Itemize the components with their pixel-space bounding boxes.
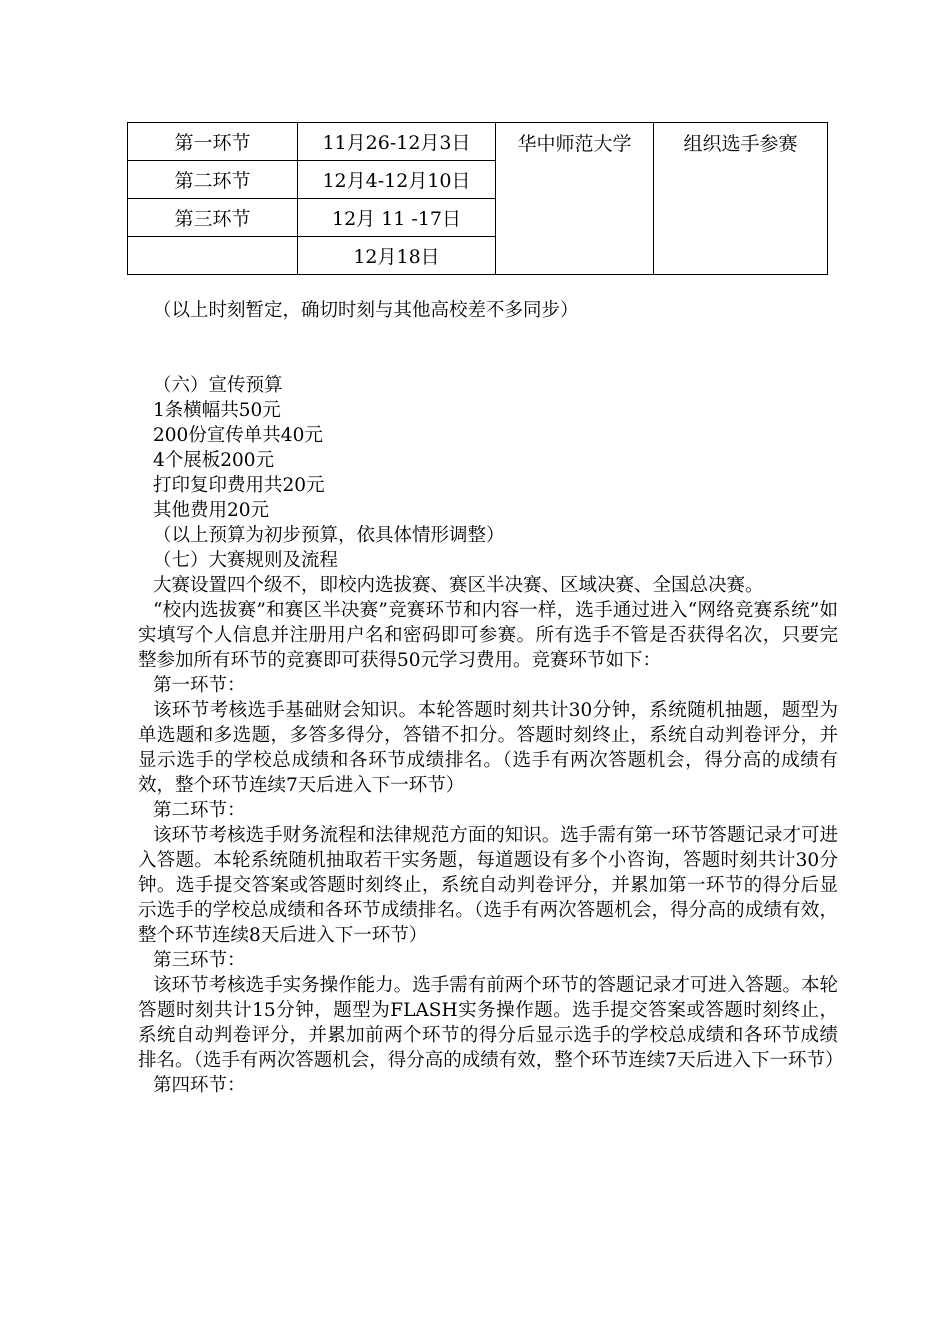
table-row (128, 123, 828, 161)
budget-item: 打印复印费用共20元 (153, 475, 325, 496)
rules-heading: （七）大赛规则及流程 (153, 550, 339, 571)
budget-item: 4个展板200元 (153, 450, 275, 471)
stage-cell: 第二环节 (128, 161, 298, 199)
schedule-table (127, 122, 828, 275)
rules-paragraph: 大赛设置四个级不，即校内选拔赛、赛区半决赛、区域决赛、全国总决赛。 (153, 575, 764, 596)
stage-paragraph: 该环节考核选手财务流程和法律规范方面的知识。选手需有第一环节答题记录才可进入答题。本轮系统随机抽取若干实务题，每道题设有多个小咨询，答题时刻共计30分钟。选手提交答案或答题时刻终止，系统自动判卷评分，并累加第一环节的得分后显示选手的学校总成绩和各环节成绩排名。（选手有两次答题机会，得分高的成绩有效，整个环节连续8天后进入下一环节） (138, 825, 838, 946)
date-cell: 12月 11 -17日 (298, 199, 496, 237)
organizer-cell: 华中师范大学 (496, 123, 654, 275)
duty-cell: 组织选手参赛 (654, 123, 828, 275)
stage-title: 第三环节： (153, 950, 246, 971)
budget-item: 其他费用20元 (153, 500, 270, 521)
stage-paragraph: 该环节考核选手实务操作能力。选手需有前两个环节的答题记录才可进入答题。本轮答题时刻共计15分钟，题型为FLASH实务操作题。选手提交答案或答题时刻终止，系统自动判卷评分，并累加前两个环节的得分后显示选手的学校总成绩和各环节成绩排名。（选手有两次答题机会，得分高的成绩有效，整个环节连续7天后进入下一环节） (138, 975, 844, 1071)
date-cell: 11月26-12月3日 (298, 123, 496, 161)
budget-heading: （六）宣传预算 (153, 375, 283, 396)
budget-item: 200份宣传单共40元 (153, 425, 323, 446)
stage-paragraph: 该环节考核选手基础财会知识。本轮答题时刻共计30分钟，系统随机抽题，题型为单选题和多选题，多答多得分，答错不扣分。答题时刻终止，系统自动判卷评分，并显示选手的学校总成绩和各环节成绩排名。（选手有两次答题机会，得分高的成绩有效，整个环节连续7天后进入下一环节） (138, 700, 838, 796)
date-cell: 12月18日 (298, 237, 496, 275)
stage-title: 第一环节： (153, 675, 246, 696)
stage-cell (128, 237, 298, 275)
body-text (138, 298, 844, 1098)
date-cell: 12月4-12月10日 (298, 161, 496, 199)
stage-title: 第四环节： (153, 1075, 246, 1096)
rules-paragraph: “校内选拔赛”和赛区半决赛”竞赛环节和内容一样，选手通过进入“网络竞赛系统”如实填写个人信息并注册用户名和密码即可参赛。所有选手不管是否获得名次，只要完整参加所有环节的竞赛即可获得50元学习费用。竞赛环节如下： (138, 600, 838, 671)
budget-note: （以上预算为初步预算，依具体情形调整） (153, 525, 505, 546)
time-note: （以上时刻暂定，确切时刻与其他高校差不多同步） (153, 300, 579, 321)
stage-cell: 第三环节 (128, 199, 298, 237)
stage-title: 第二环节： (153, 800, 246, 821)
budget-item: 1条横幅共50元 (153, 400, 281, 421)
stage-cell: 第一环节 (128, 123, 298, 161)
